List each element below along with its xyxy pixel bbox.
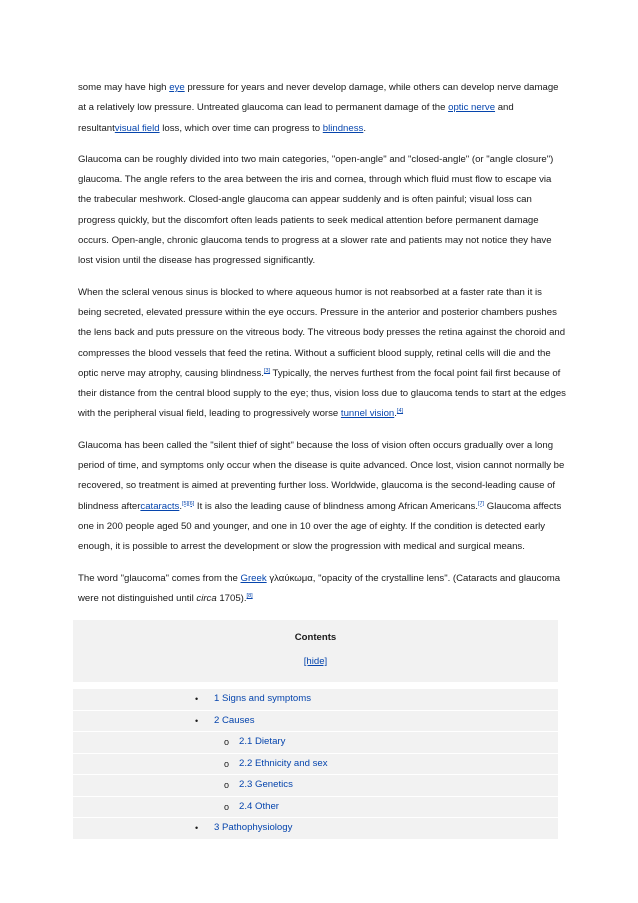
link-cataracts[interactable]: cataracts [140,500,180,512]
link-blindness[interactable]: blindness [322,122,364,134]
text: Typically, the nerves furthest from the focal point fail first because of their distance from the central blood supply to the eye; thus, vision loss due to glaucoma tends to start at the edges with the peripheral visual field, leading to progressively worse [78,367,566,420]
text: and resultant [78,102,514,134]
toc-item [73,753,558,775]
text: When the scleral venous sinus is blocked to where aqueous humor is not reabsorbed at a faster rate than it is being secreted, elevated pressure within the eye occurs. Pressure in the anterior and posterior chambers pushes the lens back and puts pressure on the vitreous body. The vitreous body presses the retina against the choroid and compresses the blood vessels that feed the retina. Without a sufficient blood supply, retinal cells will die and the optic nerve may atrophy, causing blindness. [78,286,566,379]
citation-4[interactable]: [4] [396,408,404,415]
toc-item [73,817,558,839]
bullet-icon: • [195,823,199,834]
toc-link-causes[interactable]: 2 Causes [214,714,255,726]
toc-item [73,774,558,796]
link-optic-nerve[interactable]: optic nerve [448,102,496,114]
link-eye[interactable]: eye [169,82,185,93]
toc-item [73,731,558,753]
text: The word "glaucoma" comes from the [78,572,241,584]
toc-item [73,710,558,732]
paragraph-categories: Glaucoma can be roughly divided into two main categories, "open-angle" and "closed-angle" (or "angle closure") glaucoma. The angle refers to the area between the iris and cornea, through which fluid must flow to escape via the trabecular meshwork. Closed-angle glaucoma can appear suddenly and is often painful; visual loss can progress quickly, but the discomfort often leads patients to seek medical attention before permanent damage occurs. Open-angle, chronic glaucoma tends to progress at a slower rate and patients may not notice they have lost vision until the disease has progressed significantly. [78,153,554,267]
table-of-contents [73,620,558,839]
toc-item [73,796,558,818]
toc-link-pathophysiology[interactable]: 3 Pathophysiology [214,822,293,834]
toc-item [73,688,558,710]
citation-5-6[interactable]: [5][6] [182,500,195,507]
circle-bullet-icon: o [224,758,230,769]
link-greek[interactable]: Greek [240,572,267,584]
citation-3[interactable]: [3] [263,367,271,374]
text: Glaucoma has been called the "silent thief of sight" because the loss of vision often occurs gradually over a long period of time, and symptoms only occur when the disease is quite advanced. Once lost, vision cannot normally be recovered, so treatment is aimed at preventing further loss. Worldwide, glaucoma is the second-leading cause of blindness after [78,439,565,512]
text: loss, which over time can progress to [159,122,323,134]
link-visual-field[interactable]: visual field [114,122,160,134]
circle-bullet-icon: o [224,801,230,812]
text: 1705). [216,592,247,604]
text: γλαύκωμα, "opacity of the crystalline lens". (Cataracts and glaucoma were not distinguished until [78,572,561,604]
text: pressure for years and never develop damage, while others can develop nerve damage at a relatively low pressure. Untreated glaucoma can lead to permanent damage of the [78,82,559,114]
italic-text: circa [196,592,217,604]
citation-8[interactable]: [8] [246,592,253,599]
paragraph-silent-thief [78,436,566,558]
toc-list [73,688,558,839]
paragraph-etymology [78,569,566,610]
toc-link-dietary[interactable]: 2.1 Dietary [239,736,286,748]
text: Glaucoma affects one in 200 people aged 50 and younger, and one in 10 over the age of eighty. If the condition is detected early enough, it is possible to arrest the development or slow the progression with medical and surgical means. [78,500,562,553]
toc-link-ethnicity-and-sex[interactable]: 2.2 Ethnicity and sex [239,757,328,769]
circle-bullet-icon: o [224,780,230,791]
text: It is also the leading cause of blindness among African Americans. [194,500,478,512]
link-tunnel-vision[interactable]: tunnel vision [340,408,395,420]
toc-hide-toggle[interactable]: [hide] [303,656,328,668]
article-body [78,78,566,839]
paragraph-intro [78,78,566,139]
toc-title: Contents [294,632,337,644]
bullet-icon: • [195,694,199,705]
text: some may have high [78,82,170,93]
citation-7[interactable]: [7] [477,500,485,507]
circle-bullet-icon: o [224,737,230,748]
text: . [394,408,397,420]
toc-link-signs-and-symptoms[interactable]: 1 Signs and symptoms [214,693,312,705]
toc-link-genetics[interactable]: 2.3 Genetics [239,779,293,791]
paragraph-mechanism [78,283,566,425]
bullet-icon: • [195,715,199,726]
text: . [179,500,183,512]
text: . [363,122,366,134]
toc-link-other[interactable]: 2.4 Other [239,800,279,812]
toc-header [73,620,558,682]
